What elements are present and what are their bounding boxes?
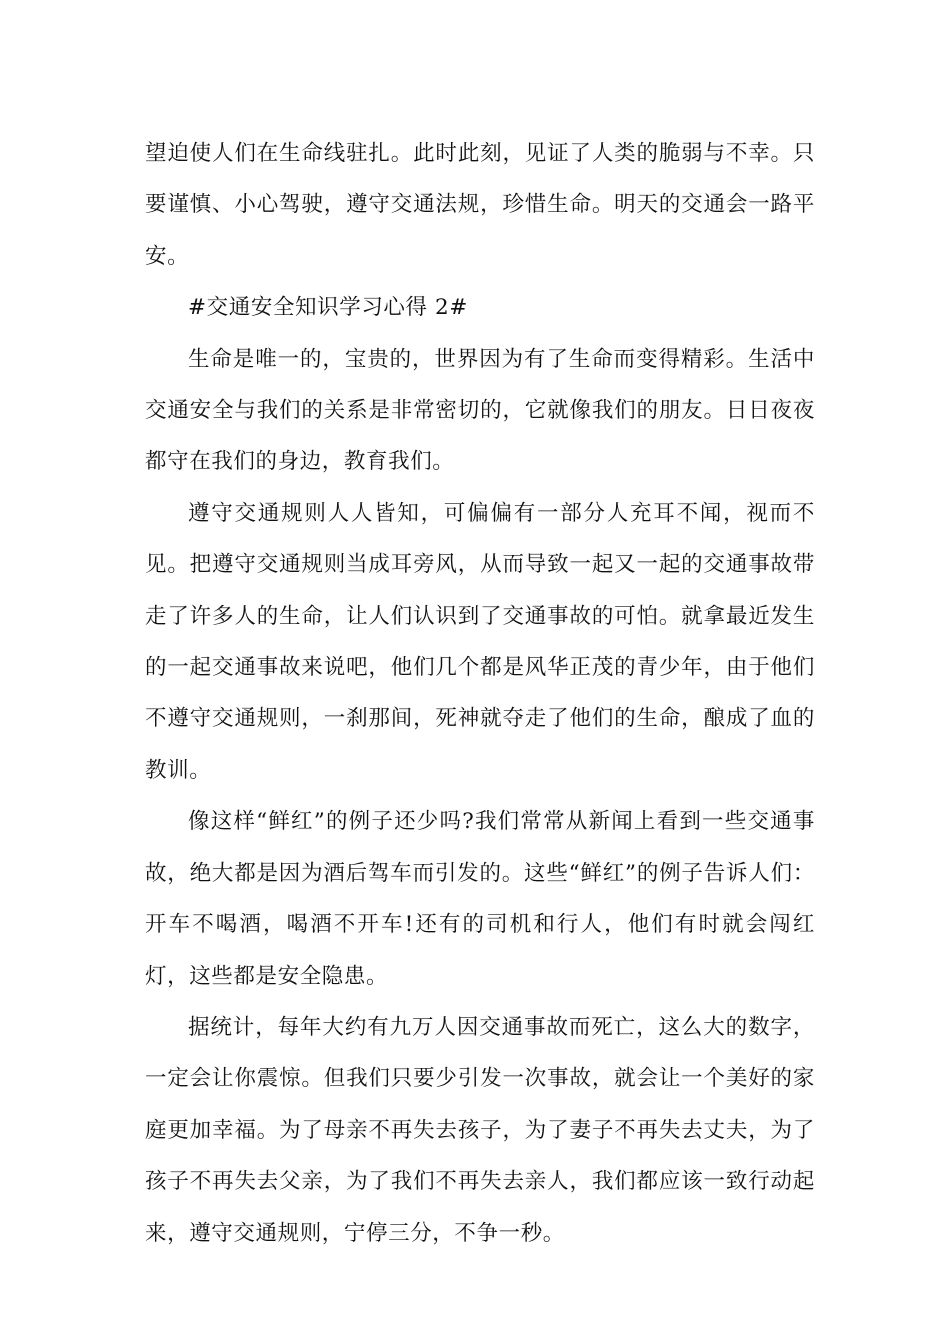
- paragraph: 据统计，每年大约有九万人因交通事故而死亡，这么大的数字，一定会让你震惊。但我们只要少引发一次事故，就会让一个美好的家庭更加幸福。为了母亲不再失去孩子，为了妻子不再失去丈夫，为了孩子不再失去父亲，为了我们不再失去亲人，我们都应该一致行动起来，遵守交通规则，宁停三分，不争一秒。: [145, 1014, 815, 1246]
- paragraph-continuation: 望迫使人们在生命线驻扎。此时此刻，见证了人类的脆弱与不幸。只要谨慎、小心驾驶，遵守交通法规，珍惜生命。明天的交通会一路平安。: [145, 141, 815, 269]
- document-body: [145, 128, 815, 1259]
- section-heading: #交通安全知识学习心得 2#: [188, 295, 468, 321]
- paragraph: 遵守交通规则人人皆知，可偏偏有一部分人充耳不闻，视而不见。把遵守交通规则当成耳旁风，从而导致一起又一起的交通事故带走了许多人的生命，让人们认识到了交通事故的可怕。就拿最近发生的一起交通事故来说吧，他们几个都是风华正茂的青少年，由于他们不遵守交通规则，一刹那间，死神就夺走了他们的生命，酿成了血的教训。: [145, 500, 815, 783]
- paragraph: 像这样“鲜红”的例子还少吗?我们常常从新闻上看到一些交通事故，绝大都是因为酒后驾车而引发的。这些“鲜红”的例子告诉人们：开车不喝酒，喝酒不开车!还有的司机和行人，他们有时就会闯红灯，这些都是安全隐患。: [145, 809, 815, 989]
- paragraph: 生命是唯一的，宝贵的，世界因为有了生命而变得精彩。生活中交通安全与我们的关系是非常密切的，它就像我们的朋友。日日夜夜都守在我们的身边，教育我们。: [145, 346, 815, 475]
